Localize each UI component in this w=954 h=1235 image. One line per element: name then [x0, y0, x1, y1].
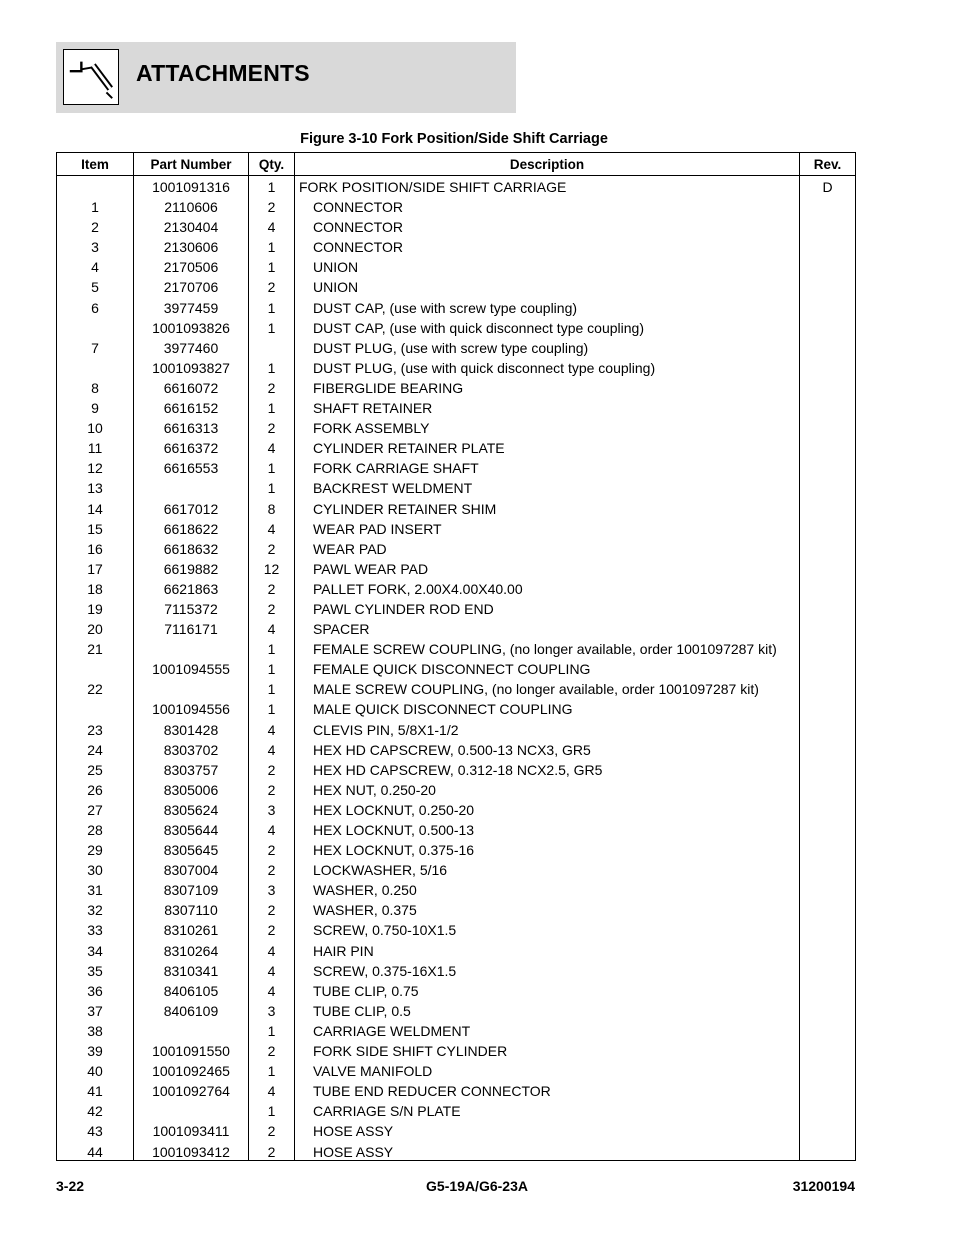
description-cell: DUST CAP, (use with quick disconnect type coupling) [313, 319, 644, 336]
part-number-cell [134, 1021, 248, 1041]
description-cell: WASHER, 0.375 [313, 902, 417, 919]
part-number-cell: 1001093411 [152, 1123, 230, 1140]
rev-cell [800, 579, 855, 599]
item-column [57, 176, 134, 1160]
description-cell: DUST CAP, (use with screw type coupling) [313, 299, 578, 316]
description-cell: PAWL WEAR PAD [313, 560, 429, 577]
rev-cell [800, 1001, 855, 1021]
item-cell: 25 [87, 761, 103, 778]
qty-cell: 1 [267, 400, 276, 417]
item-cell: 20 [87, 621, 103, 638]
qty-cell: 2 [267, 922, 276, 939]
part-number-cell: 6616553 [163, 460, 219, 477]
item-cell: 8 [91, 379, 99, 396]
rev-cell [800, 1061, 855, 1081]
qty-cell: 1 [267, 1063, 276, 1080]
rev-cell [800, 941, 855, 961]
rev-cell [800, 217, 855, 237]
rev-cell [800, 740, 855, 760]
description-cell: HEX NUT, 0.250-20 [313, 781, 436, 798]
qty-cell: 4 [267, 741, 276, 758]
qty-cell: 1 [267, 1103, 276, 1120]
part-number-cell: 8310341 [163, 962, 219, 979]
qty-column [249, 176, 295, 1160]
description-cell: VALVE MANIFOLD [313, 1063, 433, 1080]
item-cell: 18 [87, 580, 103, 597]
description-cell: SCREW, 0.375-16X1.5 [313, 962, 457, 979]
description-cell: CONNECTOR [313, 219, 403, 236]
part-number-cell: 6616313 [163, 420, 219, 437]
description-cell: CYLINDER RETAINER SHIM [313, 500, 497, 517]
rev-cell [800, 378, 855, 398]
item-cell: 4 [91, 259, 99, 276]
rev-cell [800, 197, 855, 217]
description-cell: CLEVIS PIN, 5/8X1-1/2 [313, 721, 459, 738]
item-cell: 3 [91, 239, 99, 256]
item-cell: 21 [87, 641, 103, 658]
description-cell: TUBE CLIP, 0.5 [313, 1002, 411, 1019]
item-cell: 27 [87, 801, 103, 818]
part-number-cell: 1001091316 [152, 179, 230, 195]
figure-title: Figure 3-10 Fork Position/Side Shift Carriage [300, 131, 608, 147]
part-number-column [134, 176, 249, 1160]
rev-cell [800, 398, 855, 418]
description-cell: FEMALE SCREW COUPLING, (no longer available, order 1001097287 kit) [313, 641, 777, 658]
item-cell: 43 [87, 1123, 103, 1140]
qty-cell: 1 [267, 661, 276, 678]
part-number-cell: 8303702 [163, 741, 219, 758]
part-number-cell: 1001093412 [152, 1143, 230, 1160]
part-number-cell: 3977460 [163, 339, 219, 356]
rev-cell [800, 840, 855, 860]
item-cell: 12 [87, 460, 103, 477]
rev-cell [800, 318, 855, 338]
part-number-cell: 2110606 [164, 199, 218, 216]
wrench-arm-icon [63, 49, 119, 105]
part-number-cell: 7115372 [164, 600, 218, 617]
column-header-part-number: Part Number [134, 153, 249, 175]
parts-table [56, 152, 856, 1161]
item-cell: 23 [87, 721, 103, 738]
rev-cell [800, 277, 855, 297]
part-number-cell: 8305645 [163, 842, 219, 859]
description-cell: DUST PLUG, (use with screw type coupling) [313, 339, 589, 356]
part-number-cell: 6621863 [163, 580, 219, 597]
rev-cell [800, 298, 855, 318]
item-cell: 38 [87, 1022, 103, 1039]
part-number-cell: 8305644 [163, 822, 219, 838]
description-cell: CARRIAGE S/N PLATE [313, 1103, 461, 1120]
qty-cell: 4 [267, 982, 276, 999]
description-cell: UNION [313, 279, 359, 296]
item-cell: 5 [91, 279, 99, 296]
part-number-cell: 2130606 [163, 239, 219, 256]
part-number-cell: 3977459 [163, 299, 219, 316]
qty-cell: 1 [267, 179, 276, 195]
item-cell: 28 [87, 822, 103, 838]
part-number-cell [134, 679, 248, 699]
rev-column [800, 176, 855, 1160]
rev-cell [800, 599, 855, 619]
column-header-item: Item [57, 153, 134, 175]
item-cell: 30 [87, 862, 103, 879]
item-cell: 15 [87, 520, 103, 537]
item-cell: 36 [87, 982, 103, 999]
qty-cell: 4 [267, 822, 276, 838]
item-cell: 42 [87, 1103, 103, 1120]
item-cell: 10 [87, 420, 103, 437]
part-number-cell: 8310264 [163, 942, 219, 959]
table-body [57, 176, 855, 1160]
item-cell: 37 [87, 1002, 103, 1019]
item-cell: 13 [87, 480, 103, 497]
part-number-cell: 8406105 [163, 982, 219, 999]
section-title: ATTACHMENTS [136, 60, 310, 86]
part-number-cell: 6616072 [163, 379, 219, 396]
qty-cell: 1 [267, 299, 276, 316]
item-cell: 7 [91, 339, 99, 356]
description-cell: FORK POSITION/SIDE SHIFT CARRIAGE [299, 179, 567, 195]
part-number-cell: 1001091550 [152, 1043, 230, 1060]
part-number-cell [134, 478, 248, 498]
item-cell: 14 [87, 500, 103, 517]
description-cell: DUST PLUG, (use with quick disconnect type coupling) [313, 359, 656, 376]
qty-cell: 2 [267, 580, 276, 597]
rev-cell [800, 981, 855, 1001]
item-cell: 41 [87, 1083, 103, 1100]
item-cell: 16 [87, 540, 103, 557]
rev-cell [800, 900, 855, 920]
qty-cell: 4 [267, 621, 276, 638]
part-number-cell: 8307109 [163, 882, 219, 899]
rev-cell [800, 418, 855, 438]
part-number-cell: 1001092465 [152, 1063, 230, 1080]
description-cell: HOSE ASSY [313, 1143, 394, 1160]
qty-cell: 2 [267, 199, 276, 216]
description-cell: CONNECTOR [313, 199, 403, 216]
part-number-cell: 6616372 [163, 440, 219, 457]
qty-cell: 3 [267, 882, 276, 899]
part-number-cell: 7116171 [164, 621, 218, 638]
item-cell: 24 [87, 741, 103, 758]
rev-cell [800, 358, 855, 378]
qty-cell: 1 [267, 460, 276, 477]
part-number-cell [134, 639, 248, 659]
rev-cell [800, 780, 855, 800]
qty-cell: 2 [267, 420, 276, 437]
item-cell [57, 659, 133, 679]
qty-cell: 1 [267, 259, 276, 276]
footer-model: G5-19A/G6-23A [426, 1178, 528, 1194]
rev-cell [800, 237, 855, 257]
rev-cell [800, 1121, 855, 1141]
description-cell: FEMALE QUICK DISCONNECT COUPLING [313, 661, 591, 678]
part-number-cell: 8307004 [163, 862, 219, 879]
item-cell: 1 [91, 199, 99, 216]
rev-cell [800, 539, 855, 559]
part-number-cell: 1001094555 [152, 661, 230, 678]
table-header-row [57, 153, 855, 176]
qty-cell: 1 [267, 319, 276, 336]
item-cell: 33 [87, 922, 103, 939]
qty-cell: 2 [267, 902, 276, 919]
rev-cell [800, 720, 855, 740]
description-cell: HEX LOCKNUT, 0.500-13 [313, 822, 475, 838]
column-header-rev: Rev. [813, 156, 842, 172]
item-cell [57, 699, 133, 719]
qty-cell: 2 [267, 379, 276, 396]
item-cell: 6 [91, 299, 99, 316]
item-cell: 26 [87, 781, 103, 798]
item-cell [57, 318, 133, 338]
part-number-cell: 8305624 [163, 801, 219, 818]
part-number-cell: 6616152 [163, 400, 219, 417]
description-cell: BACKREST WELDMENT [313, 480, 473, 497]
description-cell: WEAR PAD [313, 540, 387, 557]
item-cell: 39 [87, 1043, 103, 1060]
description-cell: WEAR PAD INSERT [313, 520, 442, 537]
column-header-description: Description [295, 153, 800, 175]
item-cell: 29 [87, 842, 103, 859]
item-cell: 31 [87, 882, 103, 899]
rev-cell [800, 961, 855, 981]
rev-cell [800, 458, 855, 478]
part-number-cell [134, 1101, 248, 1121]
qty-cell: 4 [267, 962, 276, 979]
rev-cell [800, 679, 855, 699]
qty-cell: 2 [267, 1043, 276, 1060]
qty-cell: 1 [267, 480, 276, 497]
qty-cell: 2 [267, 781, 276, 798]
part-number-cell: 8307110 [164, 902, 218, 919]
description-cell: CARRIAGE WELDMENT [313, 1022, 471, 1039]
item-cell: 11 [87, 440, 103, 457]
description-cell: HEX LOCKNUT, 0.375-16 [313, 842, 475, 859]
qty-cell [249, 338, 294, 358]
rev-cell [800, 800, 855, 820]
footer-page-number: 3-22 [56, 1178, 85, 1194]
description-cell: PALLET FORK, 2.00X4.00X40.00 [313, 580, 523, 597]
description-cell: TUBE END REDUCER CONNECTOR [313, 1083, 551, 1100]
part-number-cell: 1001093826 [152, 319, 230, 336]
description-cell: HEX HD CAPSCREW, 0.312-18 NCX2.5, GR5 [313, 761, 603, 778]
part-number-cell: 6618622 [163, 520, 219, 537]
qty-cell: 2 [267, 1123, 276, 1140]
description-cell: FIBERGLIDE BEARING [313, 379, 464, 396]
qty-cell: 4 [267, 721, 276, 738]
item-cell: 22 [87, 681, 103, 698]
item-cell: 17 [87, 560, 103, 577]
rev-cell [800, 860, 855, 880]
description-cell: MALE SCREW COUPLING, (no longer available, order 1001097287 kit) [313, 681, 759, 698]
qty-cell: 1 [267, 239, 276, 256]
qty-cell: 2 [267, 279, 276, 296]
qty-cell: 1 [267, 1022, 276, 1039]
qty-cell: 4 [267, 520, 276, 537]
rev-cell [800, 499, 855, 519]
description-cell: FORK CARRIAGE SHAFT [313, 460, 479, 477]
description-cell: SCREW, 0.750-10X1.5 [313, 922, 457, 939]
part-number-cell: 1001093827 [152, 359, 230, 376]
description-cell: SHAFT RETAINER [313, 400, 433, 417]
rev-cell [800, 519, 855, 539]
rev-cell [800, 438, 855, 458]
qty-cell: 4 [267, 942, 276, 959]
description-cell: FORK SIDE SHIFT CYLINDER [313, 1043, 508, 1060]
part-number-cell: 6617012 [163, 500, 219, 517]
rev-cell [800, 920, 855, 940]
item-cell: 40 [87, 1063, 103, 1080]
qty-cell: 2 [267, 842, 276, 859]
rev-cell [800, 478, 855, 498]
part-number-cell: 2170506 [163, 259, 219, 276]
rev-cell [800, 820, 855, 840]
rev-cell [800, 639, 855, 659]
qty-cell: 4 [267, 440, 276, 457]
item-cell: 35 [87, 962, 103, 979]
rev-cell [800, 1101, 855, 1121]
rev-cell [800, 338, 855, 358]
qty-cell: 2 [267, 862, 276, 879]
description-cell: WASHER, 0.250 [313, 882, 417, 899]
qty-cell: 1 [267, 701, 276, 718]
description-cell: MALE QUICK DISCONNECT COUPLING [313, 701, 573, 718]
qty-cell: 2 [267, 761, 276, 778]
description-cell: TUBE CLIP, 0.75 [313, 982, 419, 999]
footer-doc-number: 31200194 [792, 1178, 855, 1194]
item-cell: 32 [87, 902, 103, 919]
rev-cell [800, 1142, 855, 1162]
item-cell: 2 [91, 219, 99, 236]
item-cell: 9 [91, 400, 99, 417]
description-cell: CONNECTOR [313, 239, 403, 256]
rev-cell [800, 1021, 855, 1041]
item-cell: 44 [87, 1143, 103, 1160]
rev-cell: D [822, 179, 833, 195]
part-number-cell: 1001092764 [152, 1083, 230, 1100]
description-cell: CYLINDER RETAINER PLATE [313, 440, 505, 457]
part-number-cell: 6619882 [163, 560, 219, 577]
item-cell: 34 [87, 942, 103, 959]
item-cell [57, 358, 133, 378]
rev-cell [800, 619, 855, 639]
rev-cell [800, 659, 855, 679]
rev-cell [800, 257, 855, 277]
part-number-cell: 8406109 [163, 1002, 219, 1019]
qty-cell: 4 [267, 1083, 276, 1100]
description-cell: UNION [313, 259, 359, 276]
qty-cell: 1 [267, 359, 276, 376]
description-cell: HEX HD CAPSCREW, 0.500-13 NCX3, GR5 [313, 741, 591, 758]
rev-cell [800, 760, 855, 780]
qty-cell: 1 [267, 681, 276, 698]
qty-cell: 3 [267, 801, 276, 818]
part-number-cell: 8305006 [163, 781, 219, 798]
rev-cell [800, 699, 855, 719]
description-cell: HAIR PIN [313, 942, 374, 959]
description-cell: HOSE ASSY [313, 1123, 394, 1140]
part-number-cell: 8301428 [163, 721, 219, 738]
description-cell: PAWL CYLINDER ROD END [313, 600, 494, 617]
qty-cell: 8 [267, 500, 276, 517]
qty-cell: 2 [267, 600, 276, 617]
qty-cell: 2 [267, 1143, 276, 1160]
rev-cell [800, 559, 855, 579]
qty-cell: 4 [267, 219, 276, 236]
part-number-cell: 2170706 [163, 279, 219, 296]
part-number-cell: 8310261 [163, 922, 219, 939]
qty-cell: 2 [267, 540, 276, 557]
qty-cell: 1 [267, 641, 276, 658]
item-cell: 19 [87, 600, 103, 617]
qty-cell: 12 [263, 560, 280, 577]
part-number-cell: 1001094556 [152, 701, 230, 718]
column-header-qty: Qty. [249, 153, 295, 175]
description-cell: HEX LOCKNUT, 0.250-20 [313, 801, 475, 818]
rev-cell [800, 1081, 855, 1101]
rev-cell [800, 1041, 855, 1061]
part-number-cell: 2130404 [163, 219, 219, 236]
description-cell: FORK ASSEMBLY [313, 420, 430, 437]
item-cell [57, 177, 133, 197]
part-number-cell: 6618632 [163, 540, 219, 557]
qty-cell: 3 [267, 1002, 276, 1019]
rev-cell [800, 880, 855, 900]
part-number-cell: 8303757 [163, 761, 219, 778]
description-column [295, 176, 800, 1160]
description-cell: LOCKWASHER, 5/16 [313, 862, 448, 879]
description-cell: SPACER [313, 621, 370, 638]
